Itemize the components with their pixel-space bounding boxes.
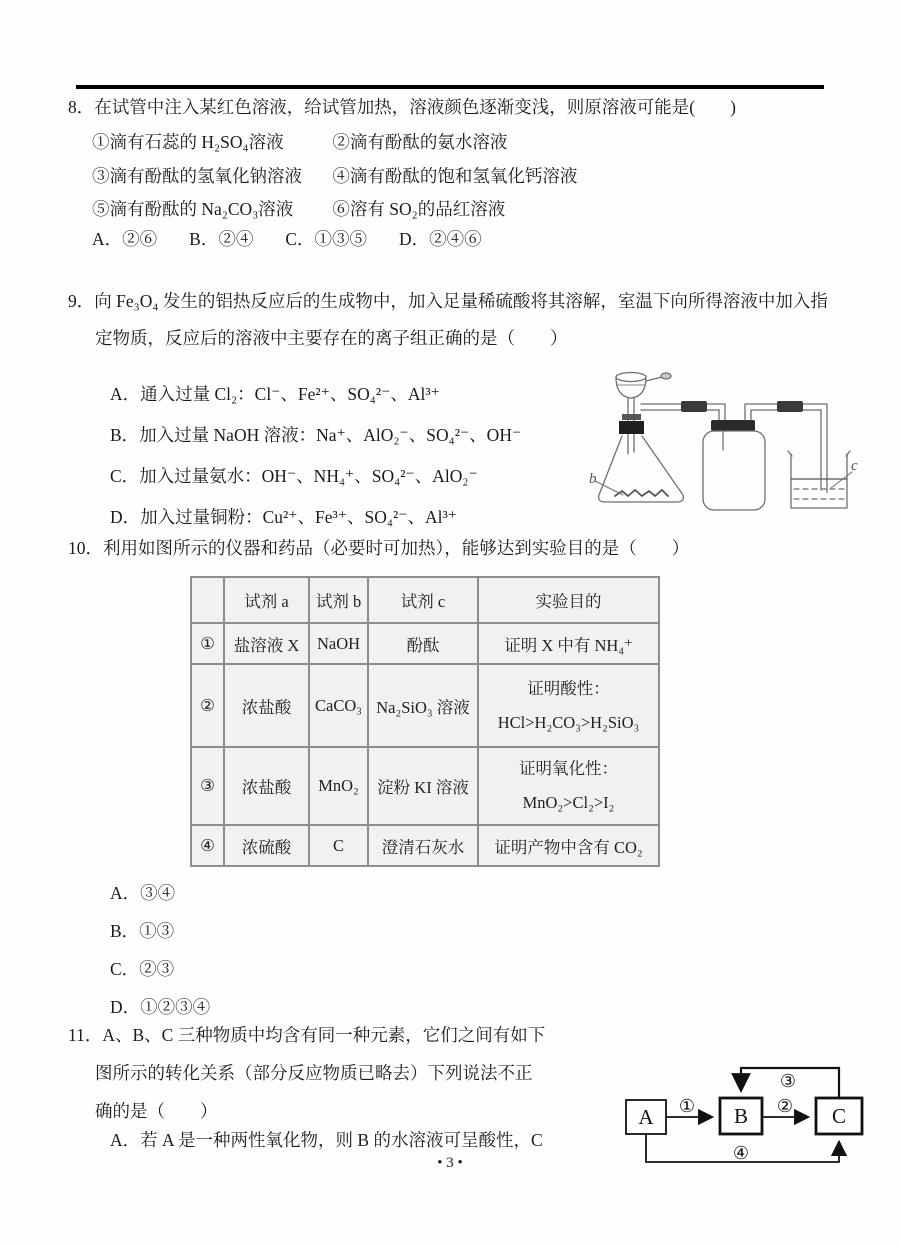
row3-purpose xyxy=(478,747,659,825)
q11-option-a: A．若 A 是一种两性氧化物，则 B 的水溶液可呈酸性，C xyxy=(110,1130,543,1150)
rubber-tube-icon xyxy=(681,401,707,412)
q8-item-4: ④滴有酚酞的饱和氢氧化钙溶液 xyxy=(332,166,578,186)
row1-c: 酚酞 xyxy=(368,623,478,664)
row4-purpose: 证明产物中含有 CO₂ xyxy=(478,825,659,866)
stopcock-icon xyxy=(661,373,671,379)
q9-choice-c: C．加入过量氨水：OH⁻、NH₄⁺、SO₄²⁻、AlO₂⁻ xyxy=(110,466,478,486)
table-row xyxy=(191,825,659,866)
q9-stem-line1: 9．向 Fe₃O₄ 发生的铝热反应后的生成物中，加入足量稀硫酸将其溶解，室温下向所得溶液中加入指 xyxy=(68,291,828,311)
row3-purpose-line1: 证明氧化性： xyxy=(519,759,618,778)
q8-choice-c: C．①③⑤ xyxy=(285,229,368,249)
q10-choice-c: C．②③ xyxy=(110,959,175,979)
row2-purpose-line2: HCl>H₂CO₃>H₂SiO₃ xyxy=(497,712,640,732)
stopper-icon xyxy=(619,421,644,434)
q8-item-2: ②滴有酚酞的氨水溶液 xyxy=(332,132,508,152)
box-a-label: A xyxy=(638,1105,654,1129)
row3-b: MnO₂ xyxy=(309,747,368,825)
row4-a: 浓硫酸 xyxy=(224,825,309,866)
q8-item-3: ③滴有酚酞的氢氧化钠溶液 xyxy=(92,166,302,186)
row2-purpose-line1: 证明酸性： xyxy=(527,678,610,698)
arrow-1-label: ① xyxy=(678,1096,696,1116)
row1-no: ① xyxy=(191,623,224,664)
q11-stem-line1: 11．A、B、C 三种物质中均含有同一种元素，它们之间有如下 xyxy=(68,1025,546,1045)
apparatus-label-c: c xyxy=(851,458,858,474)
q8-item-1: ①滴有石蕊的 H₂SO₄溶液 xyxy=(92,132,284,152)
q10-choice-b: B．①③ xyxy=(110,921,175,941)
q10-stem: 10．利用如图所示的仪器和药品（必要时可加热），能够达到实验目的是（ ） xyxy=(68,538,690,558)
table-row xyxy=(191,623,659,664)
table-header-row xyxy=(191,577,659,623)
row3-a: 浓盐酸 xyxy=(224,747,309,825)
q9-stem-line2: 定物质，反应后的溶液中主要存在的离子组正确的是（ ） xyxy=(95,328,568,348)
q8-item-5: ⑤滴有酚酞的 Na₂CO₃溶液 xyxy=(92,199,294,219)
q9-choice-d: D．加入过量铜粉：Cu²⁺、Fe³⁺、SO₄²⁻、Al³⁺ xyxy=(110,507,457,527)
row2-purpose xyxy=(478,664,659,747)
flask-icon xyxy=(599,436,684,502)
top-rule xyxy=(76,85,824,89)
q8-choice-d: D．②④⑥ xyxy=(399,229,482,249)
bottle-stopper-icon xyxy=(711,420,755,431)
apparatus-diagram xyxy=(585,366,870,526)
gas-bottle-icon xyxy=(703,431,765,510)
arrow-2-label: ② xyxy=(776,1096,794,1116)
row3-c: 淀粉 KI 溶液 xyxy=(368,747,478,825)
q10-table xyxy=(190,576,660,867)
q11-stem-line2: 图所示的转化关系（部分反应物质已略去）下列说法不正 xyxy=(95,1063,533,1083)
row3-no: ③ xyxy=(191,747,224,825)
q11-stem-line3: 确的是（ ） xyxy=(95,1101,218,1121)
arrow-3-label: ③ xyxy=(779,1071,797,1091)
apparatus-label-b: b xyxy=(589,471,597,487)
q8-stem: 8．在试管中注入某红色溶液，给试管加热，溶液颜色逐渐变浅，则原溶液可能是( ) xyxy=(68,97,736,117)
q8-item-6: ⑥溶有 SO₂的品红溶液 xyxy=(332,199,506,219)
q8-choices xyxy=(92,228,514,250)
table-row xyxy=(191,747,659,825)
q8-choice-a: A．②⑥ xyxy=(92,229,158,249)
page-number: • 3 • xyxy=(437,1155,463,1171)
q8-items-row1 xyxy=(92,131,507,153)
table-header-reagent-c: 试剂 c xyxy=(368,577,478,623)
box-b-label: B xyxy=(733,1104,749,1128)
table-row xyxy=(191,664,659,747)
row3-purpose-line2: MnO₂>Cl₂>I₂ xyxy=(522,793,615,812)
table-header-reagent-a: 试剂 a xyxy=(224,577,309,623)
row4-c: 澄清石灰水 xyxy=(368,825,478,866)
row1-purpose: 证明 X 中有 NH₄⁺ xyxy=(478,623,659,664)
q9-choice-a: A．通入过量 Cl₂：Cl⁻、Fe²⁺、SO₄²⁻、Al³⁺ xyxy=(110,384,440,404)
q8-choice-b: B．②④ xyxy=(189,229,254,249)
row2-b: CaCO₃ xyxy=(309,664,368,747)
q10-choice-d: D．①②③④ xyxy=(110,997,211,1017)
box-c-label: C xyxy=(831,1104,847,1128)
q10-choice-a: A．③④ xyxy=(110,883,176,903)
row2-no: ② xyxy=(191,664,224,747)
table-header-purpose: 实验目的 xyxy=(478,577,659,623)
q9-choice-b: B．加入过量 NaOH 溶液：Na⁺、AlO₂⁻、SO₄²⁻、OH⁻ xyxy=(110,425,522,445)
row1-b: NaOH xyxy=(309,623,368,664)
row1-a: 盐溶液 X xyxy=(224,623,309,664)
arrow-4-label: ④ xyxy=(732,1143,750,1163)
row2-c: Na₂SiO₃ 溶液 xyxy=(368,664,478,747)
q8-items-row3 xyxy=(92,198,505,220)
table-header-blank xyxy=(191,577,224,623)
q8-items-row2 xyxy=(92,165,577,187)
beaker-icon xyxy=(791,454,847,508)
funnel-rim-icon xyxy=(616,373,646,382)
row4-no: ④ xyxy=(191,825,224,866)
row4-b: C xyxy=(309,825,368,866)
table-header-reagent-b: 试剂 b xyxy=(309,577,368,623)
row2-a: 浓盐酸 xyxy=(224,664,309,747)
rubber-tube2-icon xyxy=(777,401,803,412)
